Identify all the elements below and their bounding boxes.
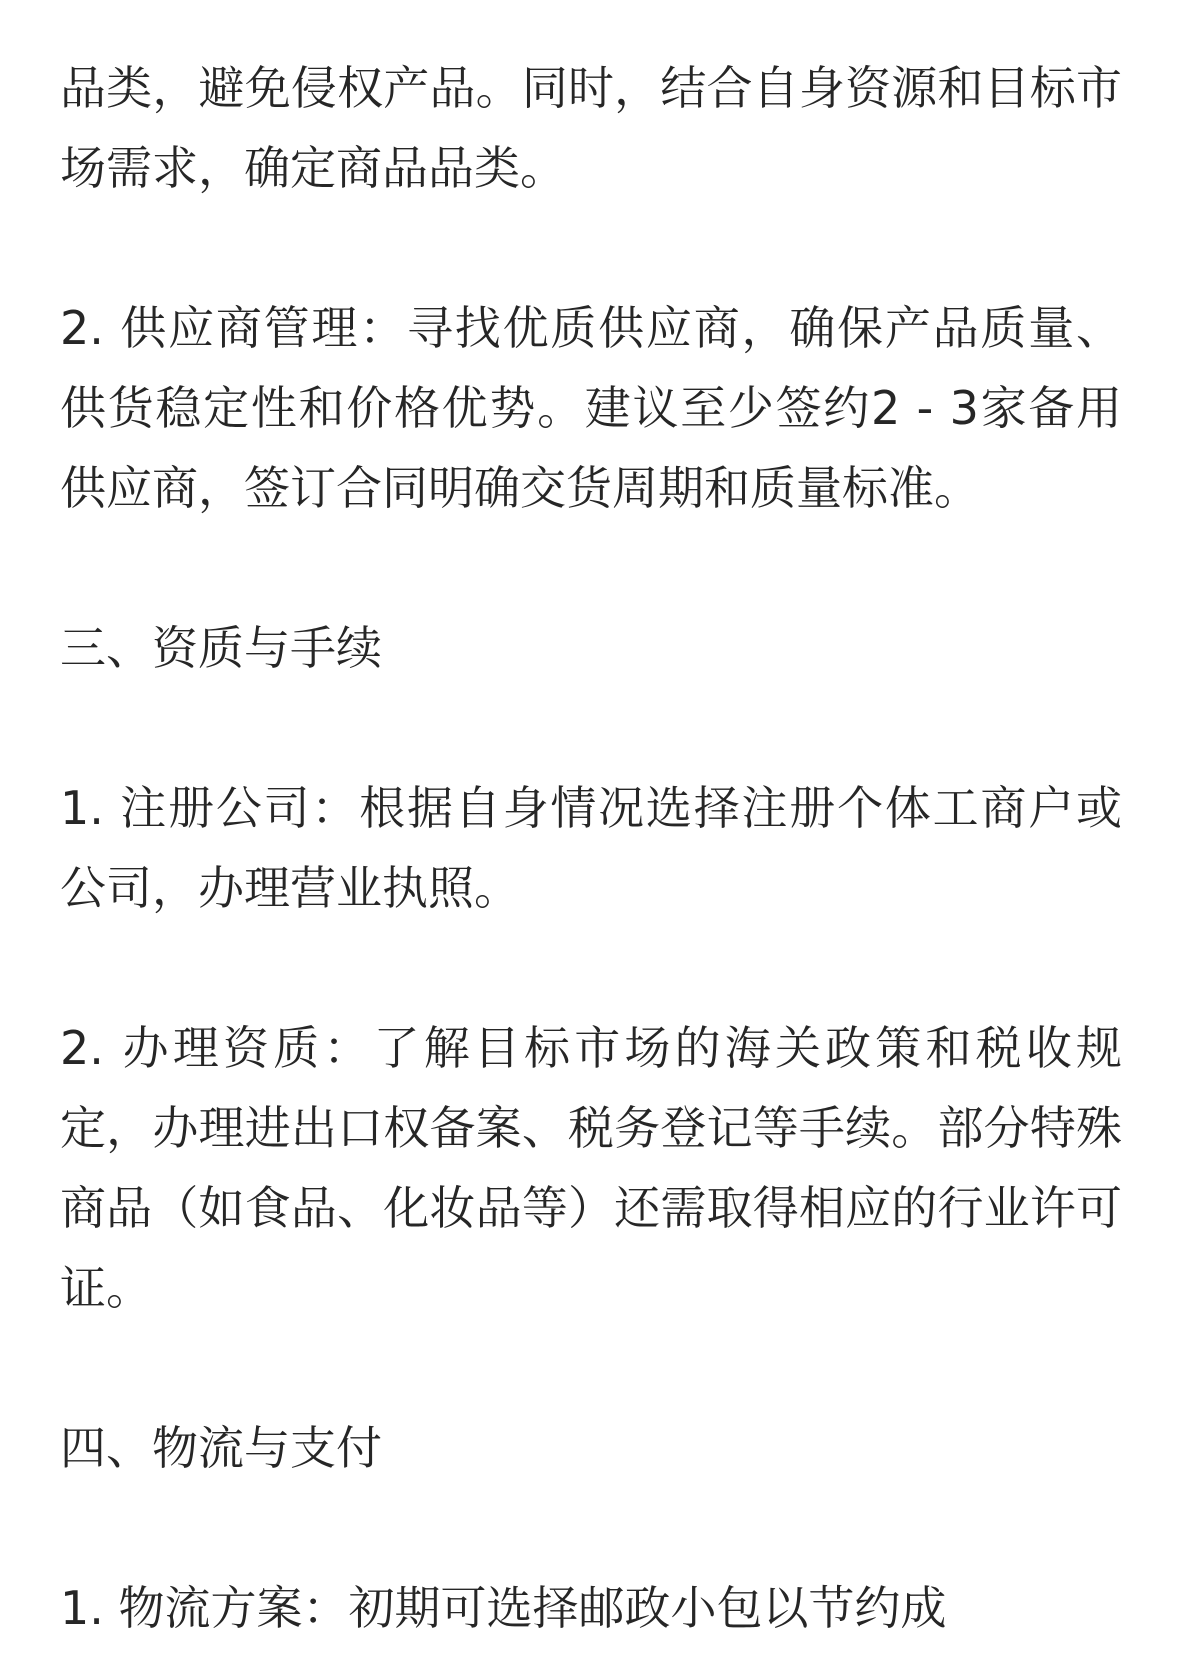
section-heading-logistics-payment: 四、物流与支付 xyxy=(60,1421,382,1475)
section-heading-qualifications: 三、资质与手续 xyxy=(60,621,382,675)
paragraph-gap xyxy=(60,1488,1122,1568)
partial-line-text xyxy=(60,0,980,8)
paragraph-gap xyxy=(60,528,1122,608)
partial-paragraph-top xyxy=(60,0,1122,48)
paragraph-gap xyxy=(60,1328,1122,1408)
paragraph-qualifications: 2. 办理资质：了解目标市场的海关政策和税收规定，办理进出口权备案、税务登记等手续。部分特殊商品（如食品、化妆品等）还需取得相应的行业许可证。 xyxy=(60,1021,1122,1315)
paragraph-register-company: 1. 注册公司：根据自身情况选择注册个体工商户或公司，办理营业执照。 xyxy=(60,781,1122,915)
paragraph-gap xyxy=(60,688,1122,768)
paragraph-supplier-management: 2. 供应商管理：寻找优质供应商，确保产品质量、供货稳定性和价格优势。建议至少签约2 - 3家备用供应商，签订合同明确交货周期和质量标准。 xyxy=(60,301,1122,515)
paragraph-gap xyxy=(60,928,1122,1008)
paragraph-logistics-plan: 1. 物流方案：初期可选择邮政小包以节约成 xyxy=(60,1581,947,1635)
paragraph-category-selection: 品类，避免侵权产品。同时，结合自身资源和目标市场需求，确定商品品类。 xyxy=(60,61,1122,195)
article-body xyxy=(60,0,1122,1648)
paragraph-gap xyxy=(60,208,1122,288)
